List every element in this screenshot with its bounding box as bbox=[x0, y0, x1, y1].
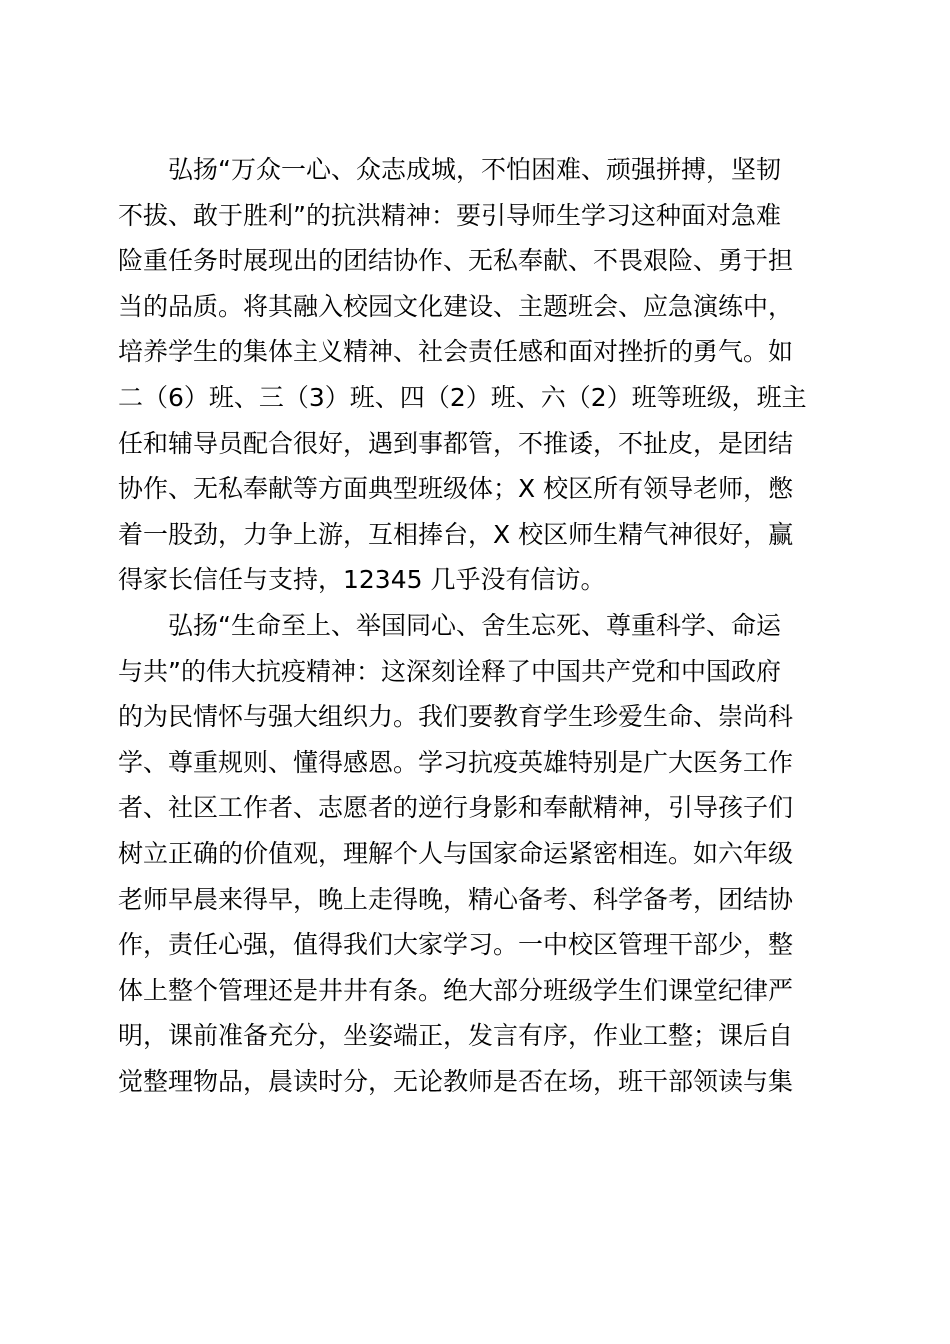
text-line: 协作、无私奉献等方面典型班级体；X 校区所有领导老师，憋 bbox=[118, 474, 794, 504]
text-line: 任和辅导员配合很好，遇到事都管，不推诿，不扯皮，是团结 bbox=[118, 428, 794, 458]
text-line: 二（6）班、三（3）班、四（2）班、六（2）班等班级，班主 bbox=[118, 382, 807, 412]
text-line: 树立正确的价值观，理解个人与国家命运紧密相连。如六年级 bbox=[118, 838, 794, 868]
document-body bbox=[118, 147, 834, 1104]
text-line: 的为民情怀与强大组织力。我们要教育学生珍爱生命、崇尚科 bbox=[118, 702, 794, 732]
text-line: 明，课前准备充分，坐姿端正，发言有序，作业工整；课后自 bbox=[118, 1021, 794, 1051]
text-line: 弘扬“万众一心、众志成城，不怕困难、顽强拼搏，坚韧 bbox=[168, 155, 781, 184]
text-line: 老师早晨来得早，晚上走得晚，精心备考、科学备考，团结协 bbox=[118, 884, 794, 914]
text-line: 学、尊重规则、懂得感恩。学习抗疫英雄特别是广大医务工作 bbox=[118, 747, 794, 777]
text-line: 险重任务时展现出的团结协作、无私奉献、不畏艰险、勇于担 bbox=[118, 246, 794, 276]
text-line: 得家长信任与支持，12345 几乎没有信访。 bbox=[118, 565, 606, 595]
paragraph-epidemic-spirit bbox=[118, 603, 834, 1105]
paragraph-flood-spirit bbox=[118, 147, 834, 603]
text-line: 觉整理物品，晨读时分，无论教师是否在场，班干部领读与集 bbox=[118, 1066, 794, 1096]
text-line: 作，责任心强，值得我们大家学习。一中校区管理干部少，整 bbox=[118, 930, 794, 960]
text-line: 者、社区工作者、志愿者的逆行身影和奉献精神，引导孩子们 bbox=[118, 793, 794, 823]
text-line: 培养学生的集体主义精神、社会责任感和面对挫折的勇气。如 bbox=[118, 337, 794, 367]
text-line: 弘扬“生命至上、举国同心、舍生忘死、尊重科学、命运 bbox=[168, 610, 781, 640]
text-line: 体上整个管理还是井井有条。绝大部分班级学生们课堂纪律严 bbox=[118, 975, 794, 1005]
text-line: 着一股劲，力争上游，互相捧台，X 校区师生精气神很好，赢 bbox=[118, 519, 794, 549]
text-line: 不拔、敢于胜利”的抗洪精神：要引导师生学习这种面对急难 bbox=[118, 200, 781, 230]
text-line: 当的品质。将其融入校园文化建设、主题班会、应急演练中， bbox=[118, 291, 794, 321]
text-line: 与共”的伟大抗疫精神：这深刻诠释了中国共产党和中国政府 bbox=[118, 656, 781, 686]
